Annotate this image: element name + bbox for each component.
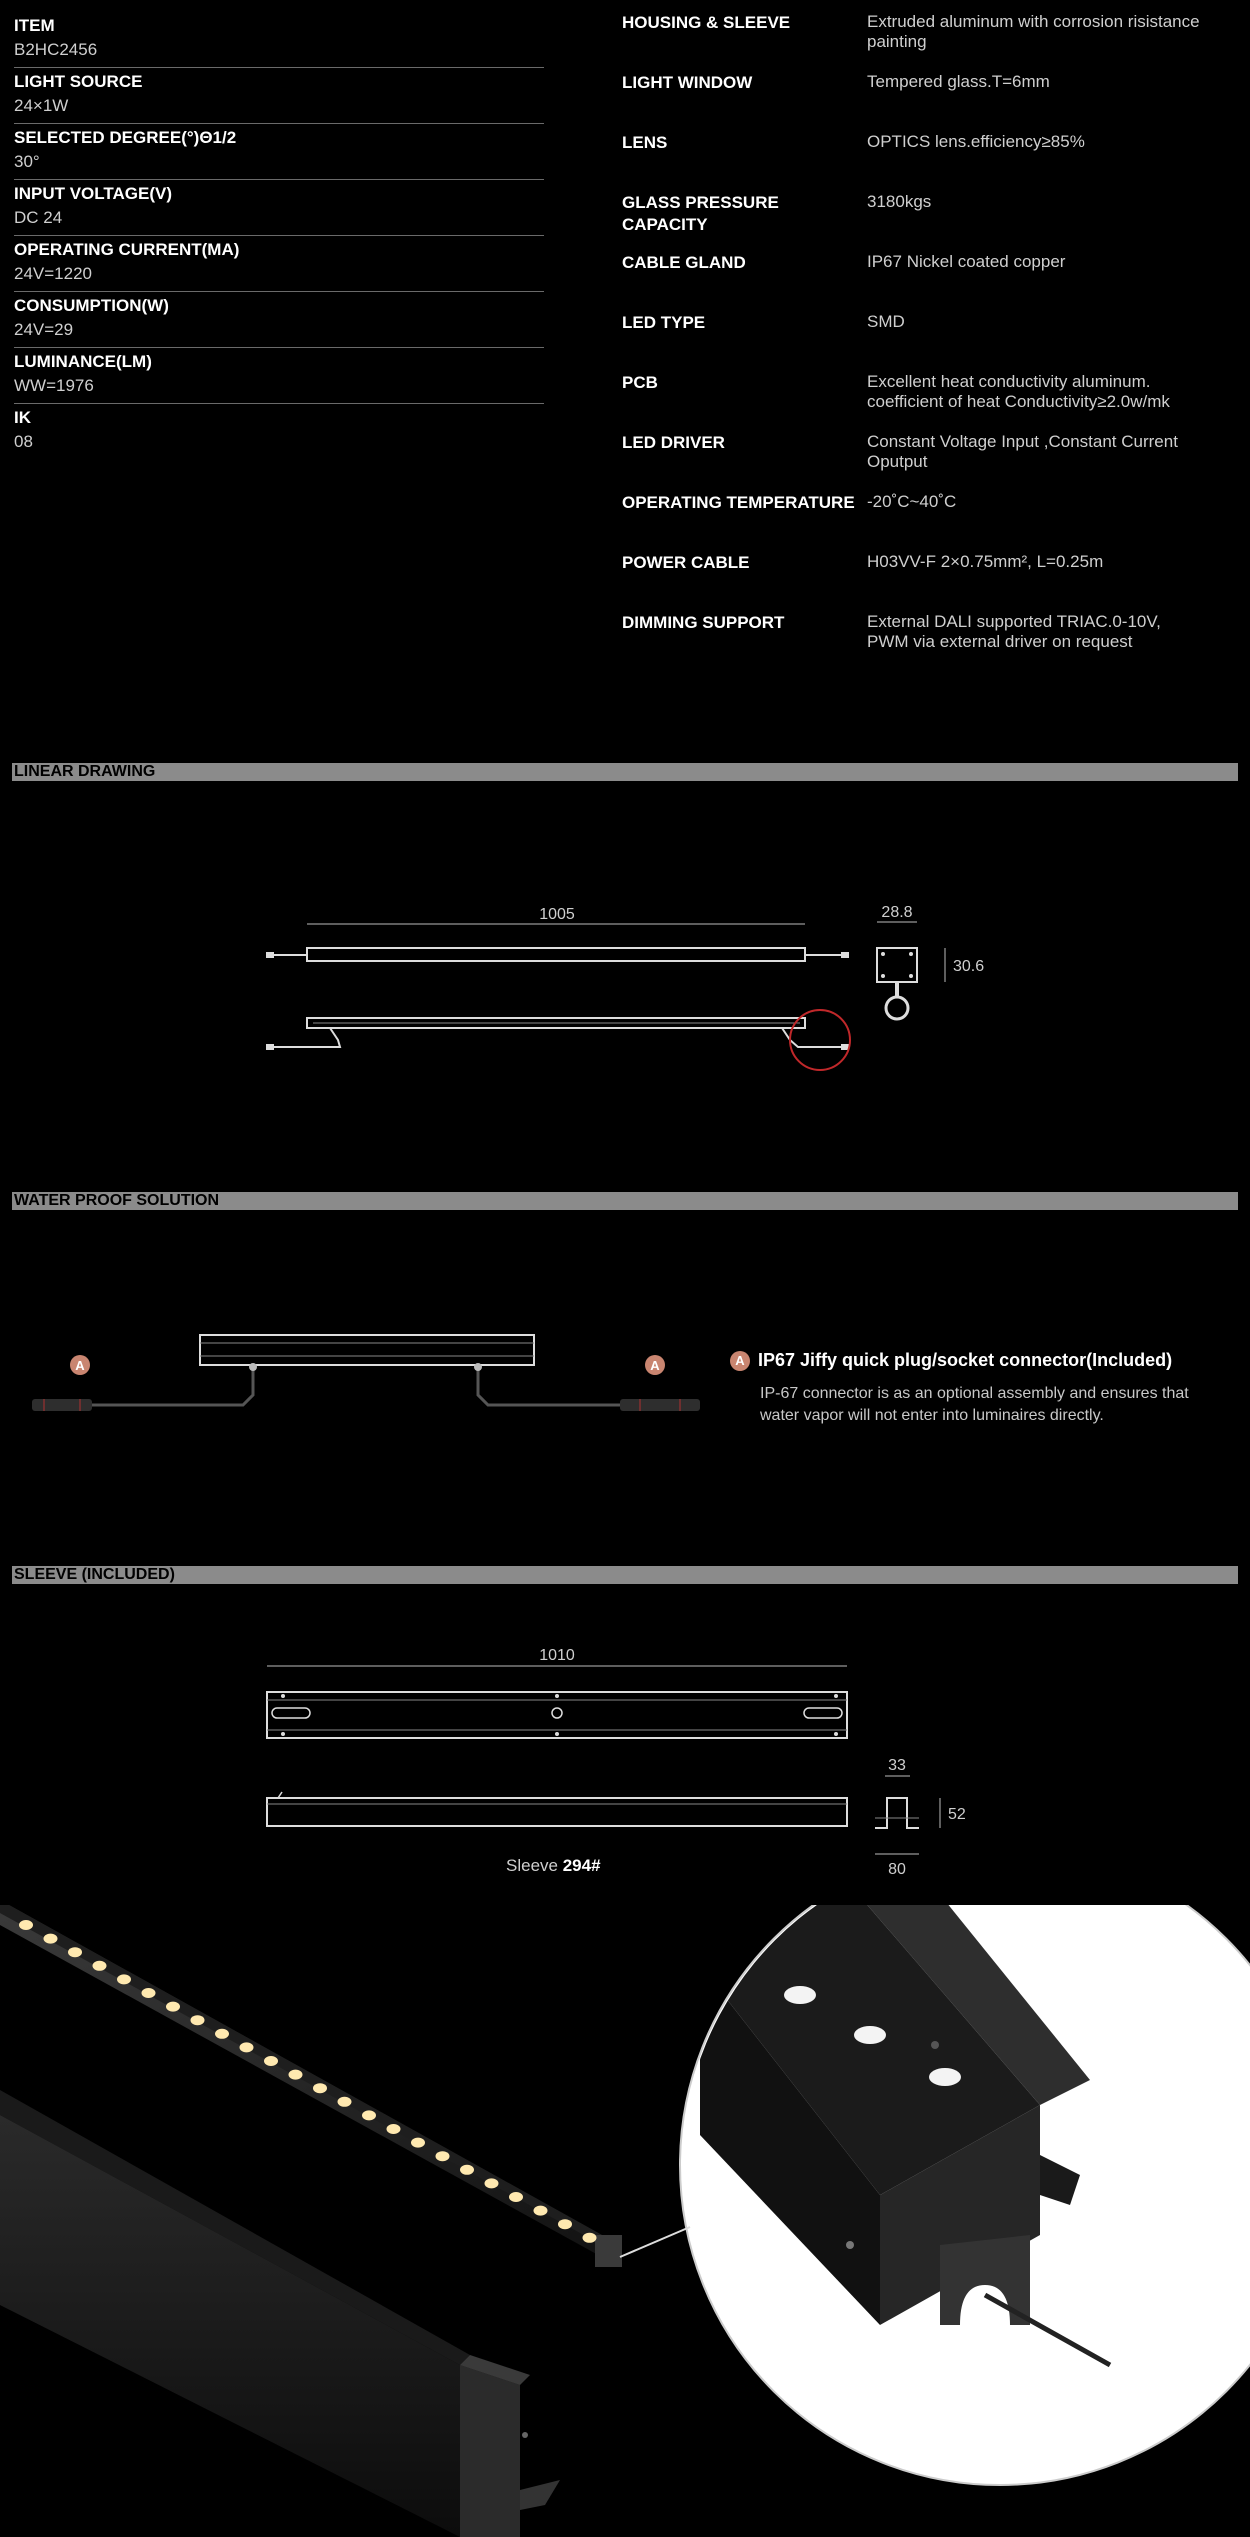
led-dot (19, 1920, 33, 1930)
spec-value-line: SMD (867, 312, 905, 331)
section-header-linear (12, 763, 1238, 781)
spec-value (867, 612, 1242, 672)
linear-drawing (0, 880, 1250, 1080)
led-dot (583, 2233, 597, 2243)
spec-value-line: 3180kgs (867, 192, 932, 211)
spec-value: 30° (14, 152, 40, 171)
spec-value (867, 252, 1242, 312)
spec-label: CABLE GLAND (622, 253, 746, 272)
spec-value-line: Tempered glass.T=6mm (867, 72, 1050, 91)
led-dot (485, 2178, 499, 2188)
spec-value (867, 552, 1242, 612)
dimension-length: 1010 (539, 1647, 575, 1664)
spec-row (622, 312, 1242, 372)
spec-label: SELECTED DEGREE(°)Θ1/2 (14, 128, 237, 147)
spec-value-line: H03VV-F 2×0.75mm², L=0.25m (867, 552, 1104, 571)
led-dot (166, 2002, 180, 2012)
section-title: LINEAR DRAWING (14, 763, 156, 780)
spec-label: CONSUMPTION(W) (14, 296, 169, 315)
led-dot (68, 1947, 82, 1957)
spec-value-line: PWM via external driver on request (867, 632, 1133, 651)
led-dot (313, 2083, 327, 2093)
spec-value-line: coefficient of heat Conductivity≥2.0w/mk (867, 392, 1170, 411)
spec-value: 24V=29 (14, 320, 74, 339)
spec-row (622, 492, 1242, 552)
led-dot (534, 2206, 548, 2216)
spec-label: IK (14, 408, 31, 427)
dimension-width: 28.8 (881, 904, 913, 921)
spec-label: LUMINANCE(LM) (14, 352, 152, 371)
spec-value: 24V=1220 (14, 264, 92, 283)
spec-list-left (14, 12, 544, 459)
spec-row (14, 12, 544, 68)
sleeve-drawing (0, 1640, 1250, 1880)
spec-value-line: painting (867, 32, 927, 51)
spec-value: DC 24 (14, 208, 63, 227)
spec-label: OPERATING CURRENT(MA) (14, 240, 240, 259)
spec-row (14, 236, 544, 292)
spec-label: LED DRIVER (622, 433, 725, 452)
dimension-bottom-width: 80 (888, 1861, 906, 1878)
spec-value-line: -20˚C~40˚C (867, 492, 957, 511)
led-dot (264, 2056, 278, 2066)
led-dot (240, 2042, 254, 2052)
spec-row (622, 372, 1242, 432)
dimension-top-width: 33 (888, 1757, 906, 1774)
section-title: WATER PROOF SOLUTION (14, 1192, 220, 1209)
spec-row (14, 348, 544, 404)
badge-label: A (650, 1358, 660, 1373)
spec-row (622, 192, 1242, 252)
spec-row (14, 124, 544, 180)
connector-desc-line: water vapor will not enter into luminaires directly. (760, 1407, 1104, 1424)
spec-label: DIMMING SUPPORT (622, 613, 785, 632)
badge-a: A (730, 1351, 750, 1371)
sleeve-model: 294# (562, 1856, 601, 1875)
spec-label: LIGHT WINDOW (622, 73, 753, 92)
spec-value-line: OPTICS lens.efficiency≥85% (867, 132, 1085, 151)
product-photo (0, 1905, 1250, 2537)
spec-label: INPUT VOLTAGE(V) (14, 184, 173, 203)
spec-value (867, 192, 1242, 252)
spec-label: LED TYPE (622, 313, 706, 332)
section-header-waterproof (12, 1192, 1238, 1210)
spec-label: HOUSING & SLEEVE (622, 13, 791, 32)
spec-row (14, 68, 544, 124)
spec-row (622, 432, 1242, 492)
spec-value-line: External DALI supported TRIAC.0-10V, (867, 612, 1161, 631)
spec-value-line: Oputput (867, 452, 928, 471)
dimension-length: 1005 (539, 906, 575, 923)
dimension-height: 52 (948, 1806, 966, 1823)
spec-value-line: Extruded aluminum with corrosion risistance (867, 12, 1200, 31)
connector-desc-line: IP-67 connector is as an optional assembly and ensures that (760, 1385, 1189, 1402)
spec-value: WW=1976 (14, 376, 94, 395)
section-header-sleeve (12, 1566, 1238, 1584)
led-dot (44, 1934, 58, 1944)
dimension-height: 30.6 (953, 958, 985, 975)
spec-label: POWER CABLE (622, 553, 750, 572)
spec-row (622, 72, 1242, 132)
spec-value: B2HC2456 (14, 40, 98, 59)
spec-row (14, 404, 544, 459)
spec-value (867, 432, 1242, 492)
spec-value (867, 312, 1242, 372)
spec-list-right (622, 12, 1242, 672)
spec-value (867, 132, 1242, 192)
spec-value-line: Excellent heat conductivity aluminum. (867, 372, 1151, 391)
spec-value (867, 72, 1242, 132)
spec-row (622, 552, 1242, 612)
section-title: SLEEVE (INCLUDED) (14, 1566, 175, 1583)
led-dot (460, 2165, 474, 2175)
sleeve-caption-prefix: Sleeve (506, 1856, 563, 1875)
spec-value: 08 (14, 432, 33, 451)
sleeve-caption (506, 1856, 601, 1876)
spec-row (14, 292, 544, 348)
spec-label: ITEM (14, 16, 55, 35)
spec-label: PCB (622, 373, 658, 392)
connector-note (730, 1350, 1240, 1427)
spec-value-line: Constant Voltage Input ,Constant Current (867, 432, 1178, 451)
led-dot (338, 2097, 352, 2107)
led-dot (436, 2151, 450, 2161)
led-dot (117, 1974, 131, 1984)
led-dot (558, 2219, 572, 2229)
led-dot (509, 2192, 523, 2202)
led-dot (289, 2070, 303, 2080)
led-dot (362, 2110, 376, 2120)
spec-value-line: IP67 Nickel coated copper (867, 252, 1066, 271)
spec-label: OPERATING TEMPERATURE (622, 493, 855, 512)
spec-label: LENS (622, 133, 668, 152)
spec-row (14, 180, 544, 236)
spec-label: LIGHT SOURCE (14, 72, 143, 91)
spec-label: GLASS PRESSURE CAPACITY (622, 193, 779, 234)
spec-value (867, 372, 1242, 432)
spec-row (622, 132, 1242, 192)
detail-circle (790, 1010, 850, 1070)
connector-title: IP67 Jiffy quick plug/socket connector(Included) (758, 1350, 1173, 1370)
spec-row (622, 612, 1242, 672)
spec-value (867, 492, 1242, 552)
led-dot (411, 2138, 425, 2148)
led-dot (387, 2124, 401, 2134)
led-dot (191, 2015, 205, 2025)
spec-row (622, 252, 1242, 312)
spec-value (867, 12, 1242, 72)
spec-value: 24×1W (14, 96, 69, 115)
led-dot (142, 1988, 156, 1998)
spec-row (622, 12, 1242, 72)
led-dot (93, 1961, 107, 1971)
led-dot (215, 2029, 229, 2039)
badge-label: A (75, 1358, 85, 1373)
